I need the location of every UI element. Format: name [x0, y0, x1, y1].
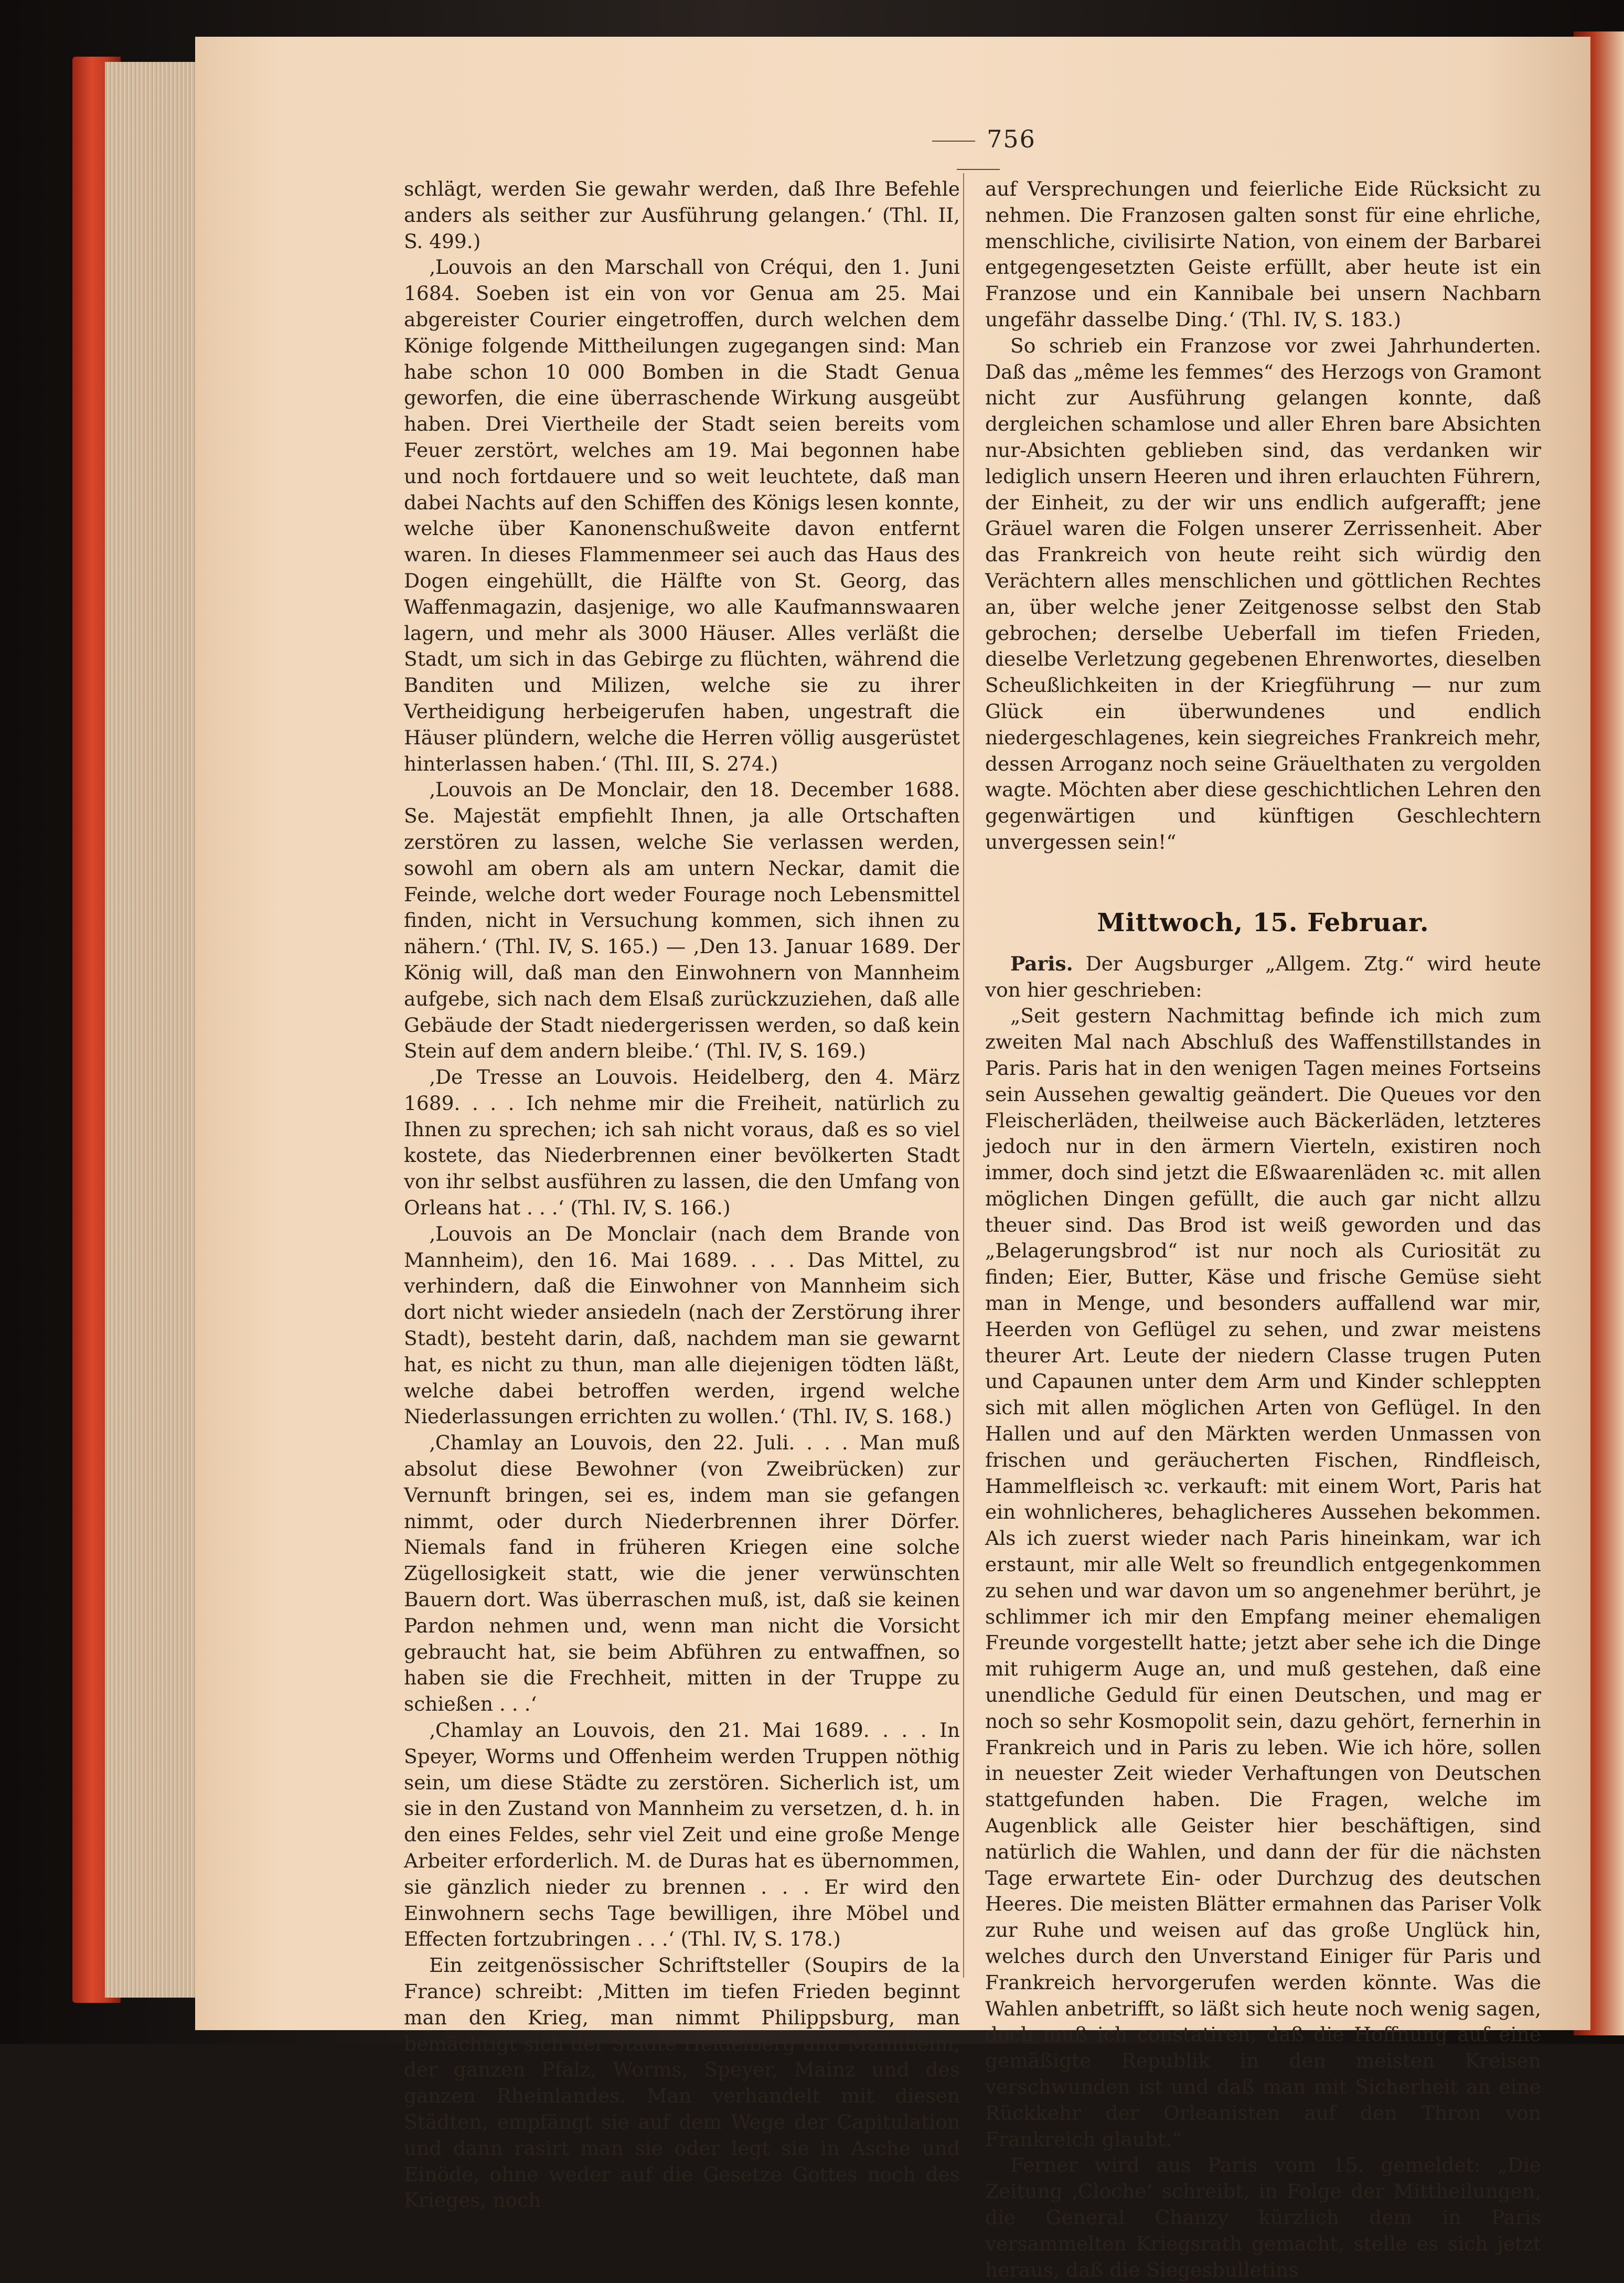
paragraph: schlägt, werden Sie gewahr werden, daß Ihre Befehle anders als seither zur Ausführung gelangen.‘ (Thl. II, S. 499.)	[404, 177, 960, 253]
paragraph: ‚Louvois an De Monclair, den 18. December 1688. Se. Majestät empfiehlt Ihnen, ja alle Ortschaften zerstören zu lassen, welche Sie verlassen werden, sowohl am obern als am untern Neckar, damit die Feinde, welche dort weder Fourage noch Lebensmittel finden, nicht in Versuchung kommen, sich ihnen zu nähern.‘ (Thl. IV, S. 165.) — ‚Den 13. Januar 1689. Der König will, daß man den Einwohnern von Mannheim aufgebe, sich nach dem Elsaß zurückzuziehen, daß alle Gebäude der Stadt niedergerissen werden, so daß kein Stein auf dem andern bleibe.‘ (Thl. IV, S. 169.)	[404, 778, 960, 1063]
paragraph: auf Versprechungen und feierliche Eide Rücksicht zu nehmen. Die Franzosen galten sonst für eine ehrliche, menschliche, civilisirte Nation, von einem der Barbarei entgegengesetzten Geiste erfüllt, aber heute ist ein Franzose und ein Kannibale bei unsern Nachbarn ungefähr dasselbe Ding.‘ (Thl. IV, S. 183.)	[985, 177, 1541, 331]
page-number: 756	[892, 125, 1065, 182]
paragraph: So schrieb ein Franzose vor zwei Jahrhunderten. Daß das „même les femmes“ des Herzogs von Gramont nicht zur Ausführung gelangen konnte, daß dergleichen schamlose und aller Ehren bare Absichten nur-Absichten geblieben sind, das verdanken wir lediglich unsern Heeren und ihren erlauchten Führern, der Einheit, zu der wir uns endlich aufgerafft; jene Gräuel waren die Folgen unserer Zerrissenheit. Aber das Frankreich von heute reiht sich würdig den Verächtern alles menschlichen und göttlichen Rechtes an, über welche jener Zeitgenosse selbst den Stab gebrochen; derselbe Ueberfall im tiefen Frieden, dieselbe Verletzung gegebenen Ehrenwortes, dieselben Scheußlichkeiten in der Kriegführung — nur zum Glück ein überwundenes und endlich niedergeschlagenes, kein siegreiches Frankreich mehr, dessen Arroganz noch seine Gräuelthaten zu vergolden wagte. Möchten aber diese geschichtlichen Lehren den gegenwärtigen und künftigen Geschlechtern unvergessen sein!“	[985, 334, 1541, 854]
section-heading: Mittwoch, 15. Februar.	[1097, 908, 1429, 937]
paragraph: ‚Chamlay an Louvois, den 22. Juli. . . . Man muß absolut diese Bewohner (von Zweibrücken) zur Vernunft bringen, sei es, indem man sie gefangen nimmt, oder durch Niederbrennen ihrer Dörfer. Niemals fand in früheren Kriegen eine solche Zügellosigkeit statt, wie die jener verwünschten Bauern dort. Was überraschen muß, ist, daß sie keinen Pardon nehmen und, wenn man nicht die Vorsicht gebraucht hat, sie beim Abführen zu entwaffnen, so haben sie die Frechheit, mitten in der Truppe zu schießen . . .‘	[404, 1431, 960, 1716]
lead-text: Der Augsburger „Allgem. Ztg.“ wird heute von hier geschrieben:	[985, 952, 1541, 1001]
page-stack-edges	[105, 62, 205, 1998]
right-column	[985, 176, 1541, 2281]
left-column	[404, 176, 960, 2212]
paragraph: „Seit gestern Nachmittag befinde ich mich zum zweiten Mal nach Abschluß des Waffenstillstandes in Paris. Paris hat in den wenigen Tagen meines Fortseins sein Aussehen gewaltig geändert. Die Queues vor den Fleischerläden, theilweise auch Bäckerläden, letzteres jedoch nur in den ärmern Vierteln, existiren noch immer, doch sind jetzt die Eßwaarenläden ꝛc. mit allen möglichen Dingen gefüllt, die auch gar nicht allzu theuer sind. Das Brod ist weiß geworden und das „Belagerungsbrod“ ist nur noch als Curiosität zu finden; Eier, Butter, Käse und frische Gemüse sieht man in Menge, und besonders auffallend war mir, Heerden von Geflügel zu sehen, und zwar meistens theurer Art. Leute der niedern Classe trugen Puten und Capaunen unter dem Arm und Kinder schleppten sich mit allen möglichen Arten von Geflügel. In den Hallen und auf den Märkten werden Unmassen von frischen und geräucherten Fischen, Rindfleisch, Hammelfleisch ꝛc. verkauft: mit einem Wort, Paris hat ein wohnlicheres, behaglicheres Aussehen bekommen. Als ich zuerst wieder nach Paris hineinkam, war ich erstaunt, mir alle Welt so freundlich entgegenkommen zu sehen und war davon um so angenehmer berührt, je schlimmer ich mir den Empfang meiner ehemaligen Freunde vorgestellt hatte; jetzt aber sehe ich die Dinge mit ruhigerm Auge an, und muß gestehen, daß eine unendliche Geduld für einen Deutschen, und mag er noch so sehr Kosmopolit sein, dazu gehört, fernerhin in Frankreich und in Paris zu leben. Wie ich höre, sollen in neuester Zeit wieder Verhaftungen von Deutschen stattgefunden haben. Die Fragen, welche im Augenblick alle Geister hier beschäftigen, sind natürlich die Wahlen, und dann der für die nächsten Tage erwartete Ein- oder Durchzug des deutschen Heeres. Die meisten Blätter ermahnen das Pariser Volk zur Ruhe und weisen auf das große Unglück hin, welches durch den Unverstand Einiger für Paris und Frankreich hervorgerufen werden könnte. Was die Wahlen anbetrifft, so läßt sich heute noch wenig sagen, doch muß ich constatiren, daß die Hoffnung auf eine gemäßigte Republik in den meisten Kreisen verschwunden ist und daß man mit Sicherheit an eine Rückkehr der Orleanisten auf den Thron von Frankreich glaubt.“	[985, 1004, 1541, 2151]
paragraph: Ein zeitgenössischer Schriftsteller (Soupirs de la France) schreibt: ‚Mitten im tiefen Frieden beginnt man den Krieg, man nimmt Philippsburg, man bemächtigt sich der Städte Heidelberg und Mannheim, der ganzen Pfalz, Worms, Speyer, Mainz und des ganzen Rheinlandes. Man verhandelt mit diesen Städten, empfängt sie auf dem Wege der Capitulation und dann rasirt man sie oder legt sie in Asche und Einöde, ohne weder auf die Gesetze Gottes noch des Krieges, noch	[404, 1954, 960, 2212]
paragraph: ‚De Tresse an Louvois. Heidelberg, den 4. März 1689. . . . Ich nehme mir die Freiheit, natürlich zu Ihnen zu sprechen; ich sah nicht voraus, daß es so viel kostete, das Niederbrennen einer bevölkerten Stadt von ihr selbst ausführen zu lassen, die den Umfang von Orleans hat . . .‘ (Thl. IV, S. 166.)	[404, 1065, 960, 1220]
paragraph	[985, 951, 1541, 1004]
lead-word: Paris.	[1010, 952, 1073, 975]
paragraph: Ferner wird aus Paris vom 15. gemeldet: „Die Zeitung ‚Cloche‘ schreibt, in Folge der Mittheilungen, die General Chanzy kürzlich dem in Paris versammelten Kriegsrath gemacht, stelle es sich jetzt heraus, daß die Siegesbulletins	[985, 2153, 1541, 2281]
paragraph: ‚Louvois an De Monclair (nach dem Brande von Mannheim), den 16. Mai 1689. . . . Das Mittel, zu verhindern, daß die Einwohner von Mannheim sich dort nicht wieder ansiedeln (nach der Zerstörung ihrer Stadt), besteht darin, daß, nachdem man sie gewarnt hat, es nicht zu thun, man alle diejenigen tödten läßt, welche dabei betroffen werden, irgend welche Niederlassungen errichten zu wollen.‘ (Thl. IV, S. 168.)	[404, 1222, 960, 1428]
paragraph: ‚Louvois an den Marschall von Créqui, den 1. Juni 1684. Soeben ist ein von vor Genua am 25. Mai abgereister Courier eingetroffen, durch welchen dem Könige folgende Mittheilungen zugegangen sind: Man habe schon 10 000 Bomben in die Stadt Genua geworfen, die eine überraschende Wirkung ausgeübt haben. Drei Viertheile der Stadt seien bereits vom Feuer zerstört, welches am 19. Mai begonnen habe und noch fortdauere und so weit leuchtete, daß man dabei Nachts auf den Schiffen des Königs lesen konnte, welche über Kanonenschußweite davon entfernt waren. In dieses Flammenmeer sei auch das Haus des Dogen eingehüllt, die Hälfte von St. Georg, das Waffenmagazin, dasjenige, wo alle Kaufmannswaaren lagern, und mehr als 3000 Häuser. Alles verläßt die Stadt, um sich in das Gebirge zu flüchten, während die Banditen und Milizen, welche sie zu ihrer Vertheidigung herbeigerufen haben, ungestraft die Häuser plündern, welche die Herren völlig ausgerüstet hinterlassen haben.‘ (Thl. III, S. 274.)	[404, 255, 960, 775]
column-divider	[963, 173, 964, 1978]
paragraph: ‚Chamlay an Louvois, den 21. Mai 1689. . . . In Speyer, Worms und Offenheim werden Truppen nöthig sein, um diese Städte zu zerstören. Sicherlich ist, um sie in den Zustand von Mannheim zu versetzen, d. h. in den eines Feldes, sehr viel Zeit und eine große Menge Arbeiter erforderlich. M. de Duras hat es übernommen, sie gänzlich nieder zu brennen . . . Er wird den Einwohnern sechs Tage bewilligen, ihre Möbel und Effecten fortzubringen . . .‘ (Thl. IV, S. 178.)	[404, 1719, 960, 1951]
